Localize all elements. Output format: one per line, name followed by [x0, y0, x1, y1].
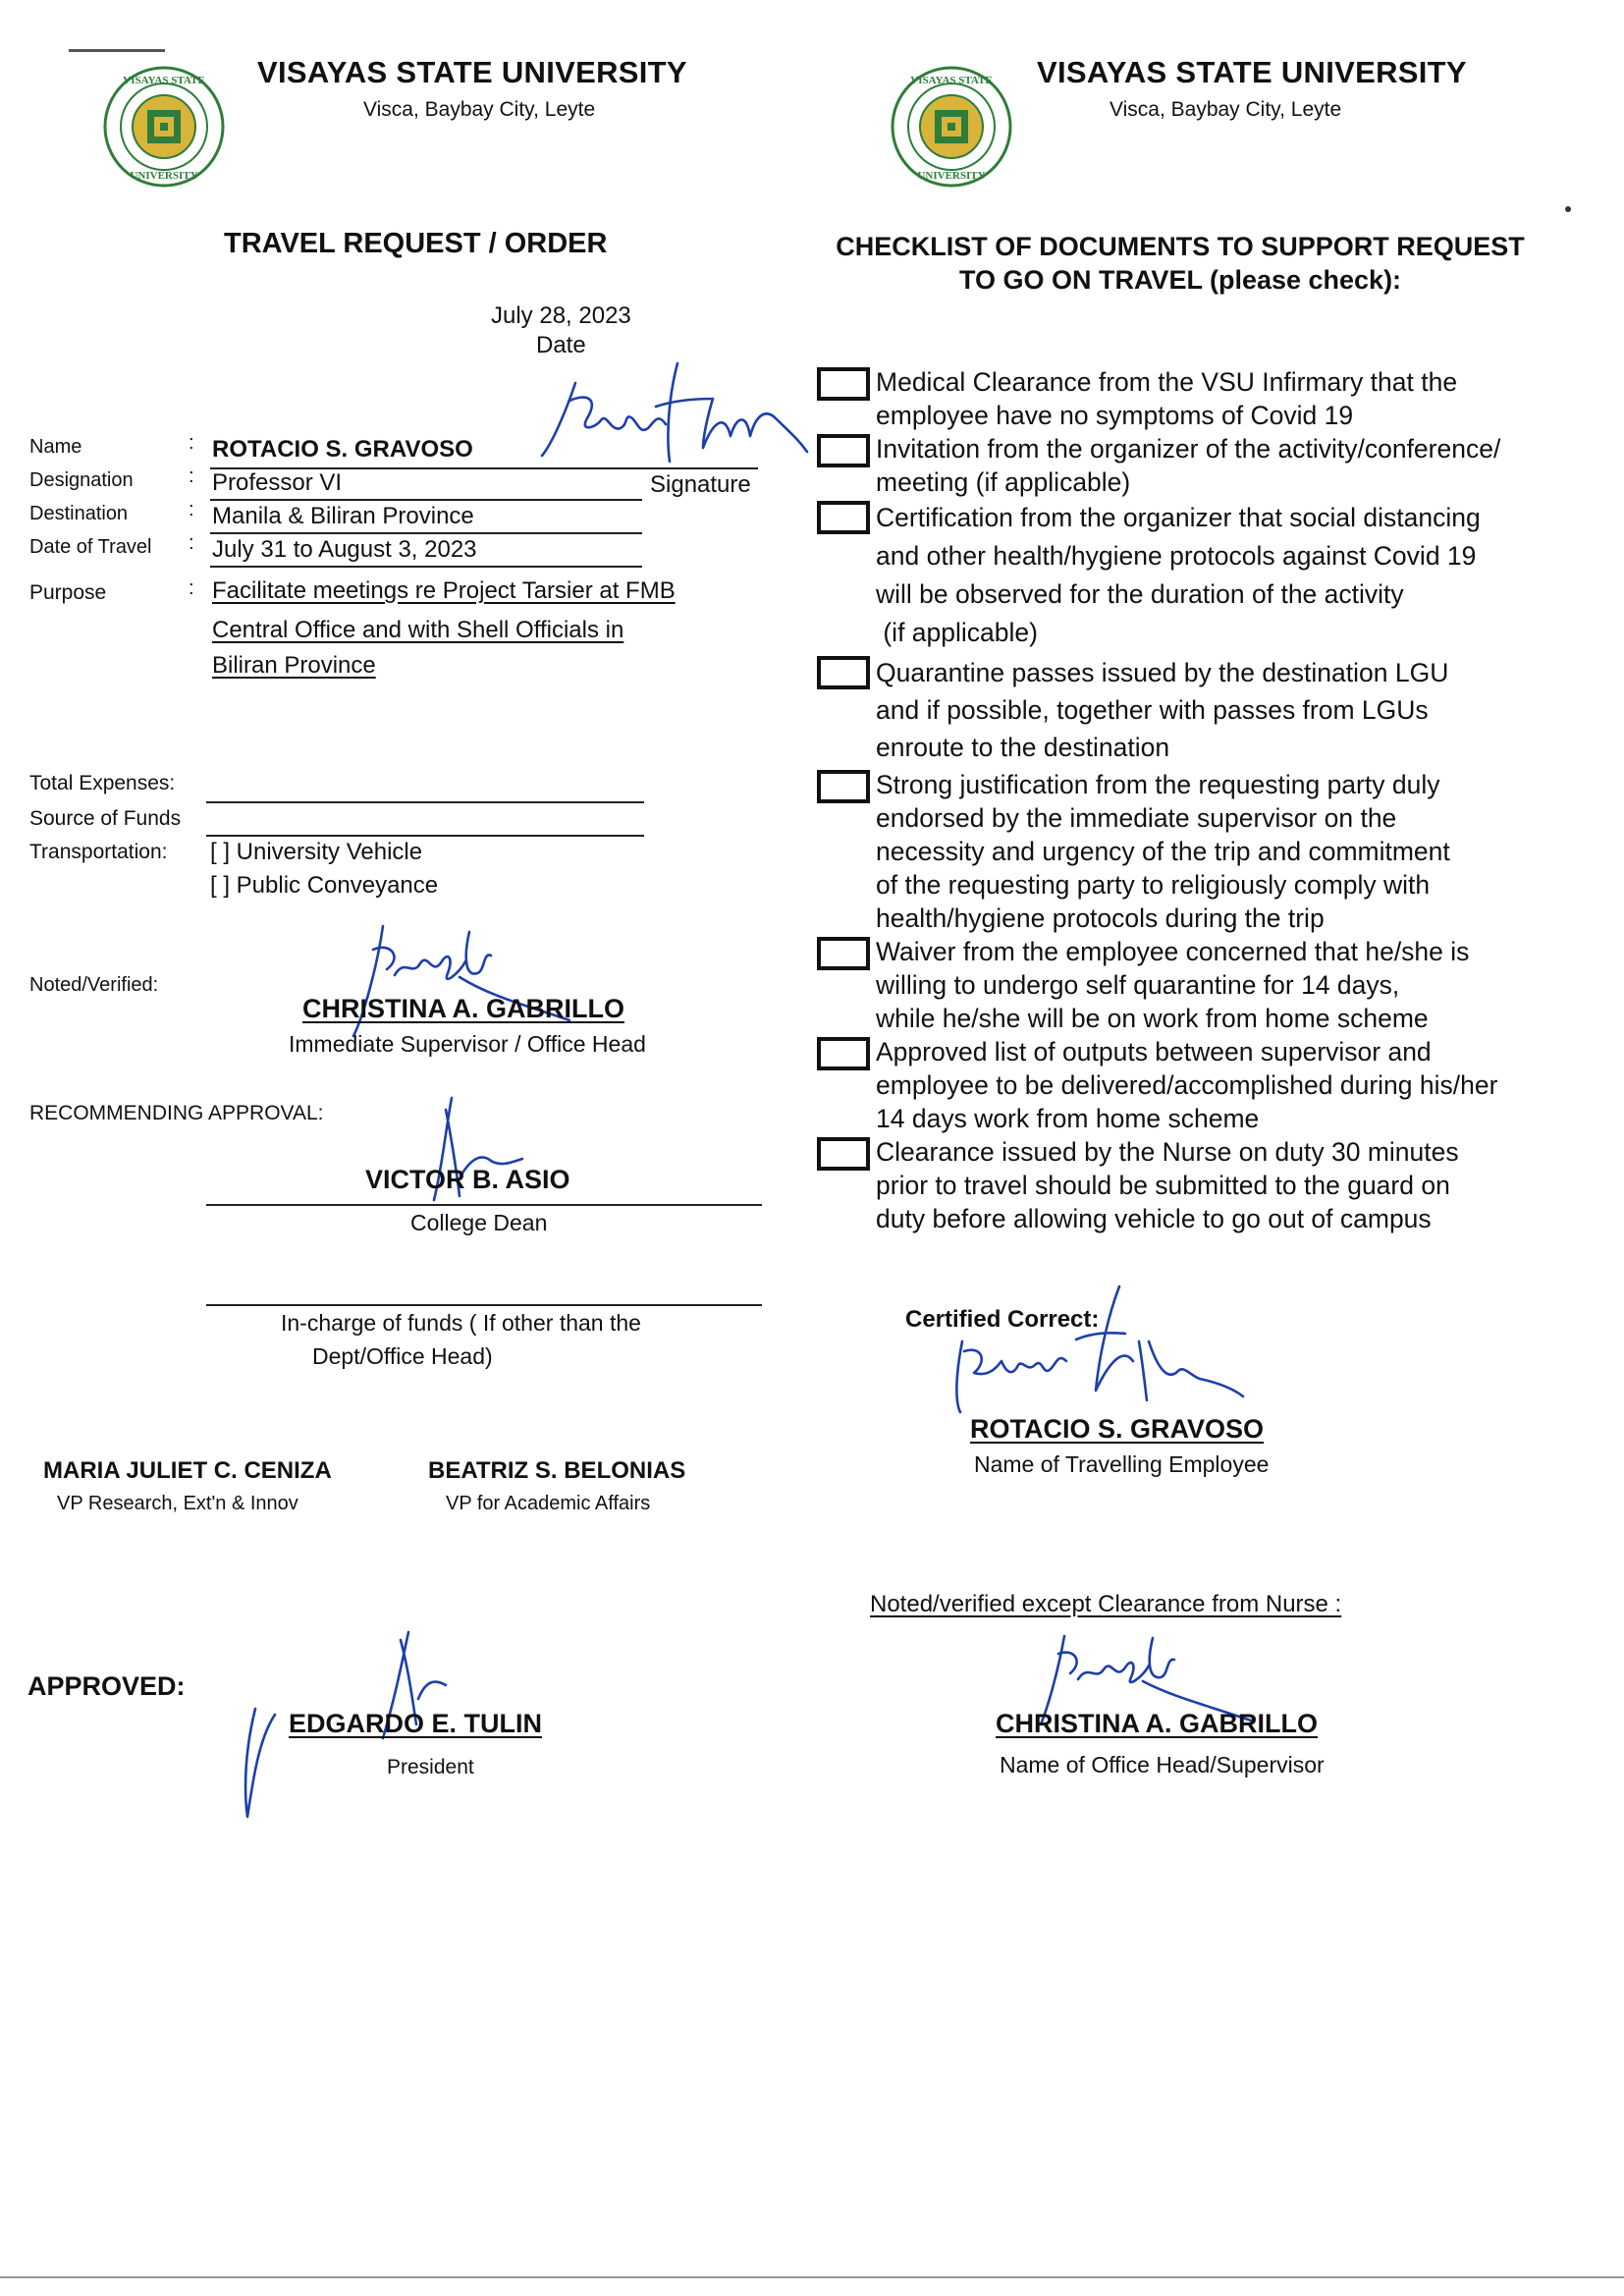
checklist-item-line: Invitation from the organizer of the activity/conference/	[876, 434, 1501, 464]
checklist-item-line: Medical Clearance from the VSU Infirmary that the	[876, 367, 1458, 397]
noted-verified-label: Noted/Verified:	[29, 974, 159, 996]
funds-role-line-2: Dept/Office Head)	[312, 1343, 493, 1369]
checklist-title-line-2: TO GO ON TRAVEL (please check):	[958, 265, 1402, 295]
head-role: Name of Office Head/Supervisor	[1000, 1752, 1325, 1777]
checklist-item-line: Clearance issued by the Nurse on duty 30 minutes	[876, 1137, 1459, 1167]
president-name: EDGARDO E. TULIN	[289, 1709, 543, 1738]
checklist-item-nurse-clearance	[876, 1135, 1459, 1235]
checklist-item-line: Quarantine passes issued by the destination LGU	[876, 658, 1449, 687]
destination-colon: :	[189, 499, 194, 520]
checklist-item-line: duty before allowing vehicle to go out of campus	[876, 1204, 1432, 1233]
date-label: Date	[536, 332, 586, 358]
supervisor-name: CHRISTINA A. GABRILLO	[302, 994, 624, 1023]
checklist-item-line: employee have no symptoms of Covid 19	[876, 401, 1354, 430]
certified-correct-label: Certified Correct:	[905, 1306, 1100, 1333]
noted-except-label: Noted/verified except Clearance from Nurse :	[870, 1591, 1342, 1617]
name-colon: :	[189, 432, 194, 454]
seal-top-text: VISAYAS STATE	[910, 75, 993, 86]
checklist-item-line: enroute to the destination	[876, 733, 1170, 762]
purpose-line-1: Facilitate meetings re Project Tarsier at FMB	[212, 577, 676, 604]
signature-label: Signature	[650, 471, 751, 498]
purpose-line-3: Biliran Province	[212, 652, 376, 679]
president-role: President	[387, 1756, 474, 1778]
checklist-item-line: prior to travel should be submitted to the guard on	[876, 1171, 1450, 1200]
recommending-approval-label: RECOMMENDING APPROVAL:	[29, 1102, 324, 1124]
university-name-right: VISAYAS STATE UNIVERSITY	[1037, 55, 1467, 89]
transport-option-public-conveyance[interactable]: [ ] Public Conveyance	[210, 872, 439, 899]
vp1-name: MARIA JULIET C. CENIZA	[43, 1457, 332, 1484]
university-name-left: VISAYAS STATE UNIVERSITY	[257, 55, 687, 89]
dean-name: VICTOR B. ASIO	[365, 1165, 570, 1194]
designation-value: Professor VI	[212, 469, 343, 496]
checklist-item-line: health/hygiene protocols during the trip	[876, 903, 1325, 933]
scan-bottom-edge	[0, 2276, 1624, 2278]
checklist-item-waiver	[876, 935, 1469, 1035]
purpose-label: Purpose	[29, 581, 107, 604]
seal-bottom-text: UNIVERSITY	[917, 170, 986, 182]
checklist-checkbox-justification[interactable]	[817, 770, 870, 803]
scan-dot	[1565, 206, 1571, 212]
university-address-left: Visca, Baybay City, Leyte	[363, 98, 596, 121]
checklist-title	[817, 230, 1543, 297]
checklist-item-invitation	[876, 432, 1500, 499]
checklist-item-line: Strong justification from the requesting party duly	[876, 770, 1440, 799]
date-travel-colon: :	[189, 532, 194, 554]
checklist-title-line-1: CHECKLIST OF DOCUMENTS TO SUPPORT REQUEST	[836, 232, 1525, 261]
employee-signature	[952, 1283, 1247, 1420]
checklist-item-line: endorsed by the immediate supervisor on the	[876, 803, 1397, 833]
checklist-checkbox-certification[interactable]	[817, 501, 870, 534]
checklist-item-line: necessity and urgency of the trip and commitment	[876, 837, 1450, 866]
vp2-name: BEATRIZ S. BELONIAS	[428, 1457, 686, 1484]
checklist-checkbox-approved-outputs[interactable]	[817, 1037, 870, 1070]
requester-signature	[530, 354, 815, 471]
purpose-line-2: Central Office and with Shell Officials in	[212, 617, 624, 643]
date-travel-label: Date of Travel	[29, 536, 152, 558]
travel-request-title: TRAVEL REQUEST / ORDER	[224, 228, 608, 259]
date-travel-value: July 31 to August 3, 2023	[212, 536, 477, 563]
university-seal-right	[890, 65, 1013, 189]
checklist-item-line: Waiver from the employee concerned that he/she is	[876, 937, 1470, 966]
checklist-item-line: of the requesting party to religiously comply with	[876, 870, 1431, 900]
checklist-checkbox-quarantine-passes[interactable]	[817, 656, 870, 689]
checklist-checkbox-medical-clearance[interactable]	[817, 367, 870, 401]
destination-underline	[210, 532, 642, 534]
purpose-colon: :	[189, 577, 194, 599]
checklist-item-quarantine-passes	[876, 654, 1448, 766]
checklist-item-line: (if applicable)	[876, 618, 1038, 647]
head-name: CHRISTINA A. GABRILLO	[996, 1709, 1318, 1738]
request-date: July 28, 2023	[491, 302, 631, 329]
designation-underline	[210, 499, 642, 501]
checklist-item-medical-clearance	[876, 365, 1457, 432]
destination-label: Destination	[29, 503, 129, 524]
designation-colon: :	[189, 465, 194, 487]
checklist-checkbox-invitation[interactable]	[817, 434, 870, 467]
total-expenses-line	[206, 801, 644, 803]
destination-value: Manila & Biliran Province	[212, 503, 474, 529]
seal-bottom-text: UNIVERSITY	[130, 170, 198, 182]
checklist-item-justification	[876, 768, 1450, 935]
checklist-checkbox-waiver[interactable]	[817, 937, 870, 970]
transport-option-university-vehicle[interactable]: [ ] University Vehicle	[210, 839, 423, 865]
supervisor-role: Immediate Supervisor / Office Head	[289, 1031, 646, 1057]
checklist-item-line: employee to be delivered/accomplished during his/her	[876, 1070, 1498, 1100]
checklist-item-line: while he/she will be on work from home scheme	[876, 1004, 1429, 1033]
checklist-item-certification	[876, 499, 1481, 652]
checklist-item-line: and other health/hygiene protocols against Covid 19	[876, 541, 1477, 571]
checklist-item-approved-outputs	[876, 1035, 1497, 1135]
checklist-checkbox-nurse-clearance[interactable]	[817, 1137, 870, 1171]
date-travel-underline	[210, 566, 642, 568]
vp2-role: VP for Academic Affairs	[446, 1493, 651, 1514]
checklist-item-line: 14 days work from home scheme	[876, 1104, 1260, 1133]
name-label: Name	[29, 436, 82, 458]
designation-label: Designation	[29, 469, 134, 491]
employee-role: Name of Travelling Employee	[974, 1451, 1270, 1477]
checklist-item-line: and if possible, together with passes from LGUs	[876, 695, 1429, 725]
approved-label: APPROVED:	[27, 1671, 186, 1701]
funds-signature-line	[206, 1304, 762, 1306]
university-address-right: Visca, Baybay City, Leyte	[1110, 98, 1342, 121]
funds-role-line-1: In-charge of funds ( If other than the	[281, 1310, 641, 1336]
dean-role: College Dean	[410, 1210, 548, 1235]
checklist-item-line: Certification from the organizer that social distancing	[876, 503, 1481, 532]
vp1-role: VP Research, Ext'n & Innov	[57, 1493, 298, 1514]
dean-underline	[206, 1204, 762, 1206]
university-seal-left	[102, 65, 226, 189]
employee-name: ROTACIO S. GRAVOSO	[970, 1414, 1265, 1444]
name-value: ROTACIO S. GRAVOSO	[212, 436, 473, 463]
source-funds-label: Source of Funds	[29, 807, 182, 830]
left-scan-mark	[69, 49, 165, 52]
checklist-item-line: Approved list of outputs between supervisor and	[876, 1037, 1432, 1066]
transportation-label: Transportation:	[29, 841, 168, 863]
checklist-item-line: willing to undergo self quarantine for 14 days,	[876, 970, 1400, 1000]
checklist-item-line: will be observed for the duration of the activity	[876, 579, 1404, 609]
total-expenses-label: Total Expenses:	[29, 772, 176, 794]
checklist-item-line: meeting (if applicable)	[876, 467, 1131, 497]
source-funds-line	[206, 835, 644, 837]
seal-top-text: VISAYAS STATE	[123, 75, 205, 86]
